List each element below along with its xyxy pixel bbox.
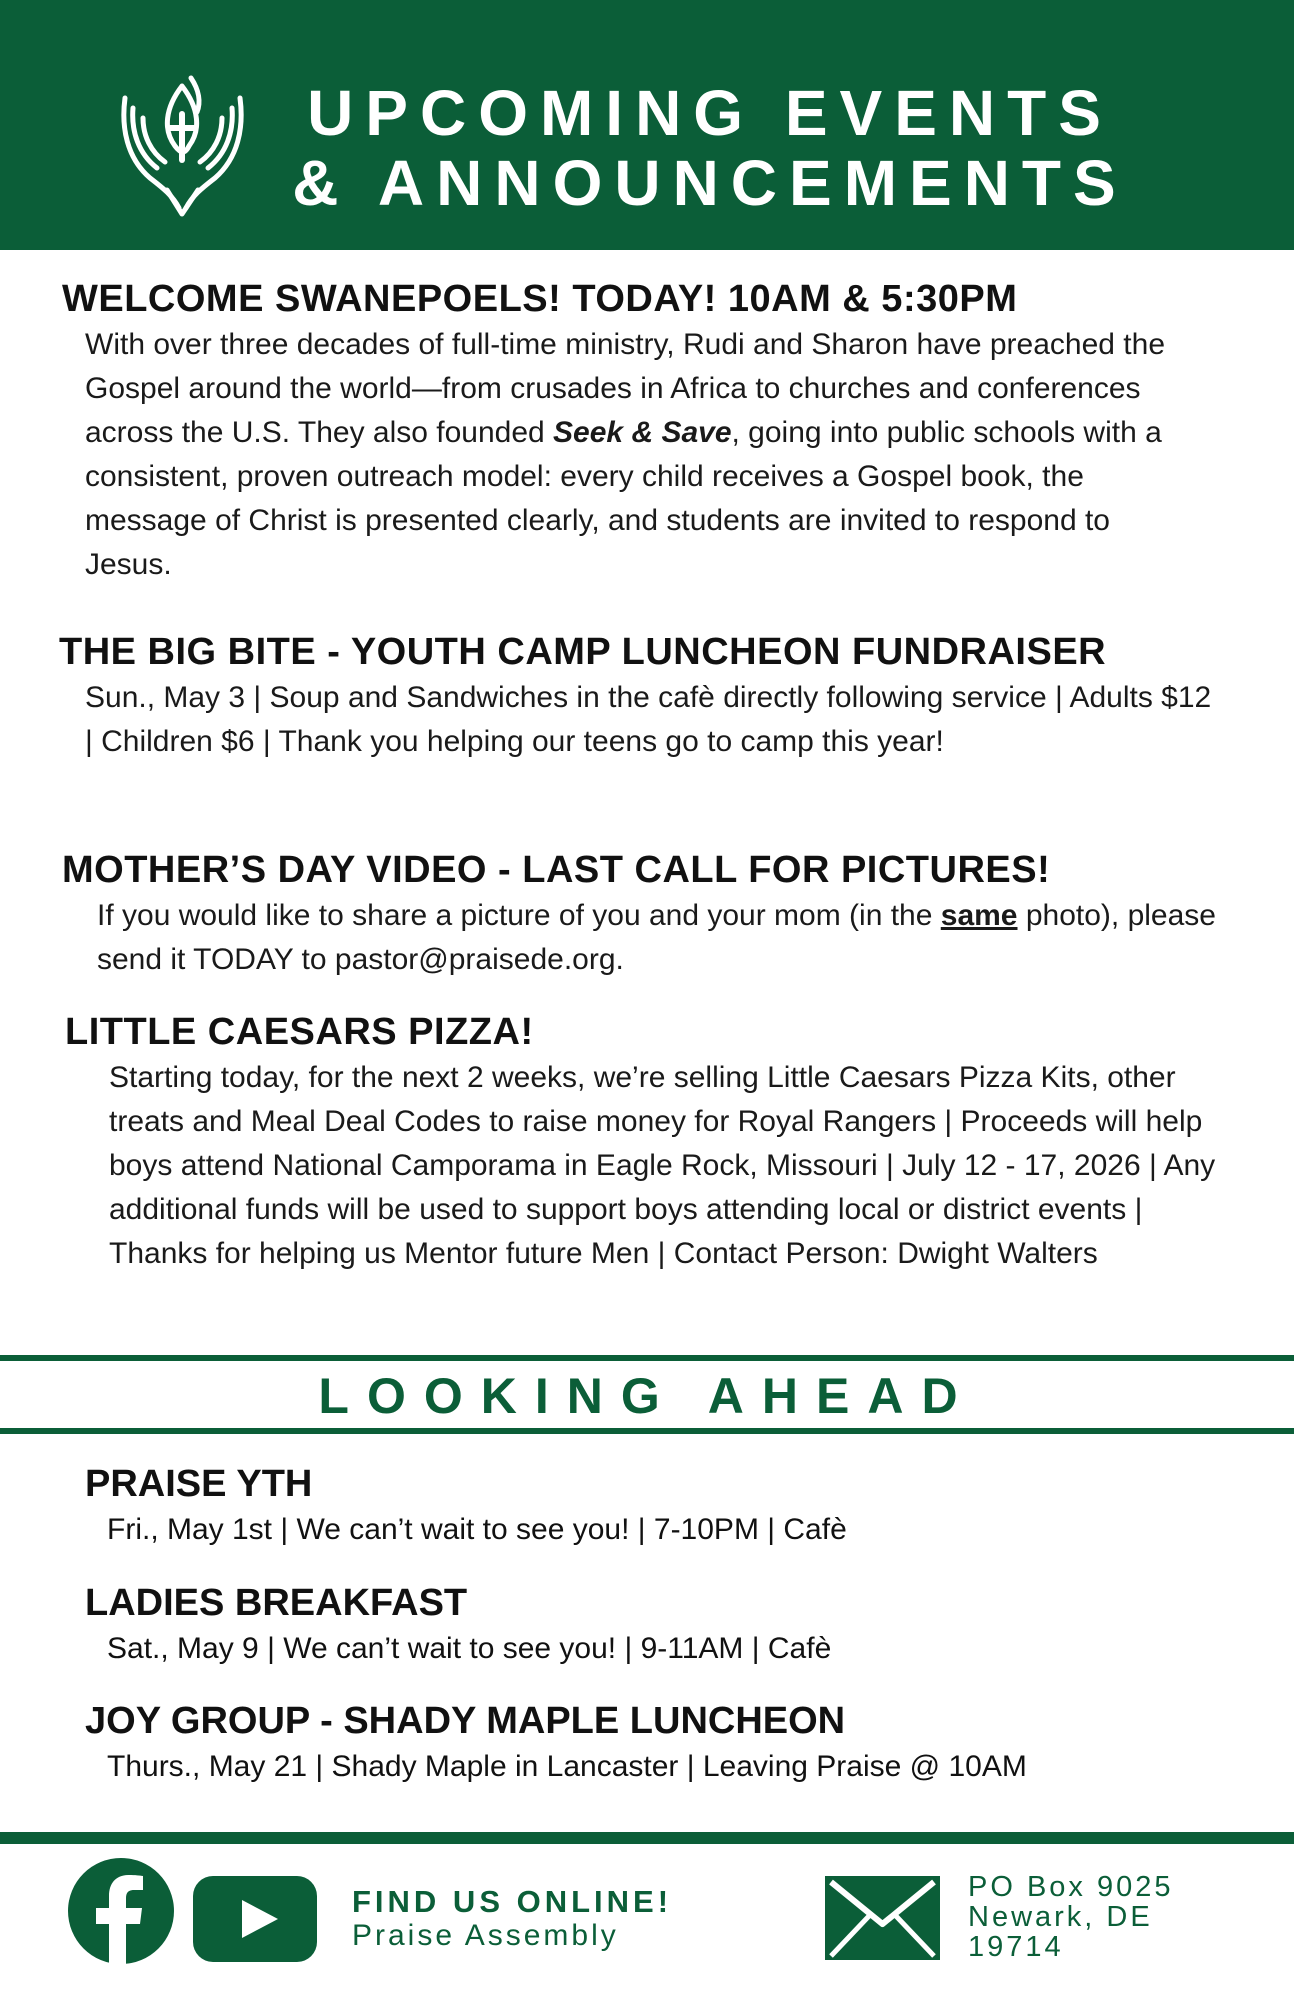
find-us-online: FIND US ONLINE! <box>352 1884 673 1919</box>
page-title-line2: & ANNOUNCEMENTS <box>292 147 1128 219</box>
announcement-mothers-day <box>62 848 1242 982</box>
announcement-title: WELCOME SWANEPOELS! TODAY! 10AM & 5:30PM <box>62 278 1018 320</box>
announcement-title: THE BIG BITE - YOUTH CAMP LUNCHEON FUNDRAISER <box>59 631 1107 673</box>
address-line: 19714 <box>968 1931 1064 1963</box>
mail-icon[interactable] <box>825 1876 940 1960</box>
announcement-body <box>62 894 1227 982</box>
event-details: Sat., May 9 | We can’t wait to see you! | 9-11AM | Cafè <box>107 1632 832 1665</box>
address-line: PO Box 9025 <box>968 1871 1174 1903</box>
announcement-title: MOTHER’S DAY VIDEO - LAST CALL FOR PICTURES! <box>62 849 1051 891</box>
seek-and-save-emphasis: Seek & Save <box>553 416 732 449</box>
announcement-welcome <box>62 277 1222 587</box>
same-emphasis: same <box>940 899 1018 932</box>
page-title <box>280 78 1140 218</box>
event-joy-group <box>85 1699 1235 1787</box>
event-details: Fri., May 1st | We can’t wait to see you! | 7-10PM | Cafè <box>107 1513 847 1546</box>
facebook-icon[interactable] <box>68 1858 174 1964</box>
announcement-text-cont: , going into public schools with a consistent, proven outreach model: every child receives a Gospel book, the message of Christ is presented clearly, and students are invited to respond to Jesus. <box>85 416 1162 581</box>
event-ladies-breakfast <box>85 1581 1235 1669</box>
announcement-body: Starting today, for the next 2 weeks, we’re selling Little Caesars Pizza Kits, other treats and Meal Deal Codes to raise money for Royal Rangers | Proceeds will help boys attend National Camporama in Eagle Rock, Missouri | July 12 - 17, 2026 | Any additional funds will be used to support boys attending local or district events | Thanks for helping us Mentor future Men | Contact Person: Dwight Walters <box>109 1061 1216 1270</box>
event-details: Thurs., May 21 | Shady Maple in Lancaster | Leaving Praise @ 10AM <box>107 1750 1027 1783</box>
event-title: JOY GROUP - SHADY MAPLE LUNCHEON <box>85 1700 846 1742</box>
announcement-big-bite <box>59 630 1239 764</box>
address-line: Newark, DE <box>968 1901 1153 1933</box>
announcement-text: If you would like to share a picture of you and your mom (in the <box>97 899 941 932</box>
divider-top <box>0 1355 1294 1361</box>
announcement-pizza <box>65 1010 1245 1276</box>
org-name[interactable]: Praise Assembly <box>352 1919 619 1952</box>
announcement-body: Sun., May 3 | Soup and Sandwiches in the cafè directly following service | Adults $12 | Children $6 | Thank you helping our teens go to camp this year! <box>85 681 1212 758</box>
event-title: PRAISE YTH <box>85 1463 313 1505</box>
page-title-line1: UPCOMING EVENTS <box>307 77 1113 149</box>
footer-divider <box>0 1832 1294 1844</box>
announcement-title: LITTLE CAESARS PIZZA! <box>65 1011 534 1053</box>
looking-ahead-heading: LOOKING AHEAD <box>318 1368 976 1424</box>
event-title: LADIES BREAKFAST <box>85 1582 468 1624</box>
youtube-icon[interactable] <box>193 1876 317 1962</box>
announcement-text-cont: photo), please send it TODAY to pastor@praisede.org. <box>97 899 1216 976</box>
announcement-text: With over three decades of full-time ministry, Rudi and Sharon have preached the Gospel around the world—from crusades in Africa to churches and conferences across the U.S. They also founded <box>85 328 1165 449</box>
church-logo-icon <box>115 68 250 223</box>
event-praise-yth <box>85 1462 1235 1550</box>
announcement-body <box>62 323 1205 587</box>
header-banner <box>0 0 1294 250</box>
mailing-address <box>968 1872 1174 1962</box>
divider-bottom <box>0 1428 1294 1434</box>
